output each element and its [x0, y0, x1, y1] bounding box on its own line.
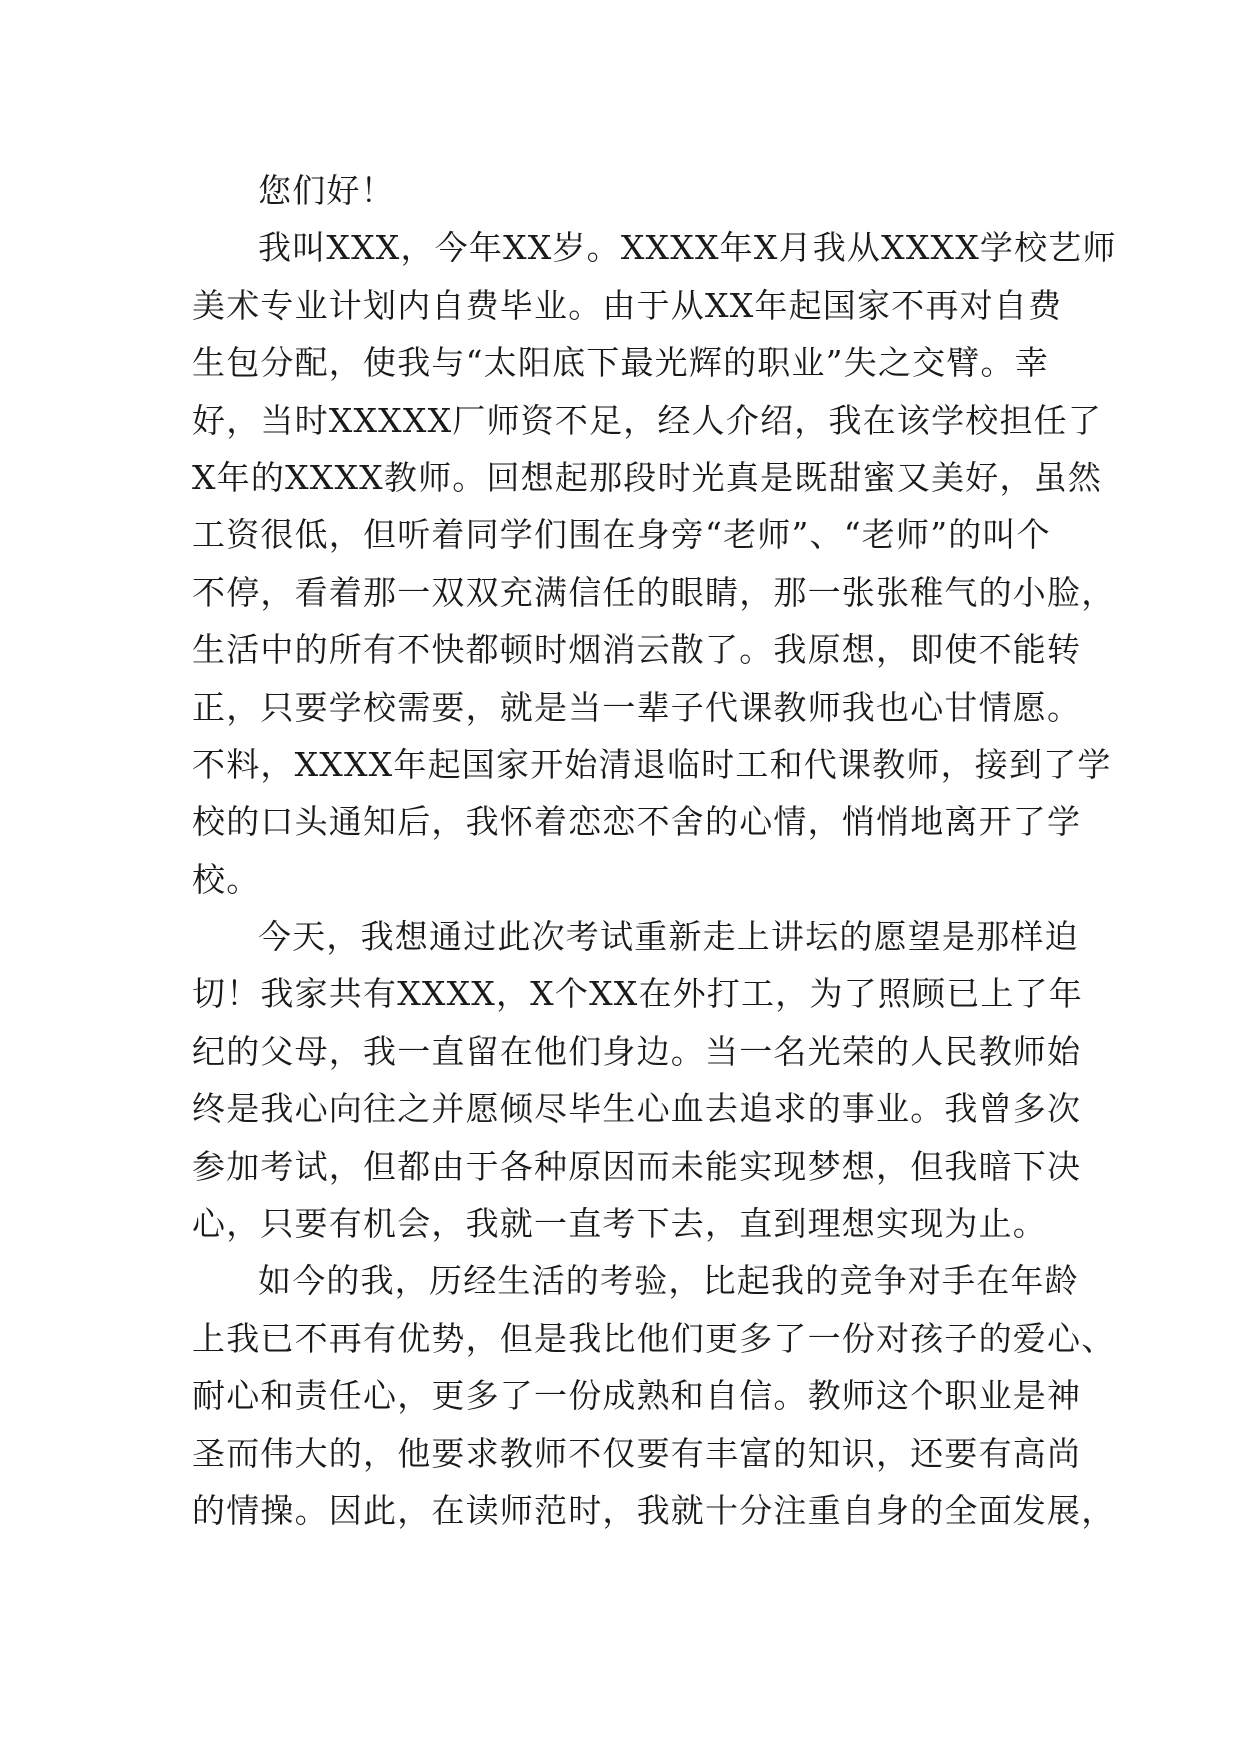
text-line: 圣而伟大的，他要求教师不仅要有丰富的知识，还要有高尚 [192, 1433, 1082, 1473]
text-line: 不停，看着那一双双充满信任的眼睛，那一张张稚气的小脸， [192, 572, 1116, 612]
text-line: 校。 [192, 859, 261, 899]
text-line: 今天，我想通过此次考试重新走上讲坛的愿望是那样迫 [258, 917, 1079, 957]
text-line: 生活中的所有不快都顿时烟消云散了。我原想，即使不能转 [192, 630, 1082, 670]
text-line: 美术专业计划内自费毕业。由于从XX年起国家不再对自费 [192, 285, 1063, 325]
text-line: 的情操。因此，在读师范时，我就十分注重自身的全面发展， [192, 1490, 1116, 1530]
text-line: 如今的我，历经生活的考验，比起我的竞争对手在年龄 [258, 1261, 1079, 1301]
text-line: 您们好！ [258, 171, 395, 210]
text-line: 终是我心向往之并愿倾尽毕生心血去追求的事业。我曾多次 [192, 1089, 1082, 1129]
text-line: X年的XXXX教师。回想起那段时光真是既甜蜜又美好，虽然 [192, 457, 1103, 497]
text-line: 心，只要有机会，我就一直考下去，直到理想实现为止。 [192, 1204, 1047, 1244]
document-body [192, 162, 1117, 1539]
text-line: 上我已不再有优势，但是我比他们更多了一份对孩子的爱心、 [192, 1318, 1116, 1358]
text-line: 参加考试，但都由于各种原因而未能实现梦想，但我暗下决 [192, 1146, 1082, 1186]
text-line: 工资很低，但听着同学们围在身旁“老师”、“老师”的叫个 [192, 515, 1051, 555]
text-line: 耐心和责任心，更多了一份成熟和自信。教师这个职业是神 [192, 1376, 1082, 1416]
text-line: 好，当时XXXXX厂师资不足，经人介绍，我在该学校担任了 [192, 400, 1103, 440]
text-line: 正，只要学校需要，就是当一辈子代课教师我也心甘情愿。 [192, 687, 1082, 727]
text-line: 校的口头通知后，我怀着恋恋不舍的心情，悄悄地离开了学 [192, 802, 1082, 842]
text-line: 切！我家共有XXXX，X个XX在外打工，为了照顾已上了年 [192, 974, 1084, 1014]
text-line: 纪的父母，我一直留在他们身边。当一名光荣的人民教师始 [192, 1031, 1082, 1071]
text-line: 生包分配，使我与“太阳底下最光辉的职业”失之交臂。幸 [192, 343, 1049, 383]
text-line: 我叫XXX，今年XX岁。XXXX年X月我从XXXX学校艺师 [258, 228, 1117, 268]
text-line: 不料，XXXX年起国家开始清退临时工和代课教师，接到了学 [192, 744, 1112, 784]
